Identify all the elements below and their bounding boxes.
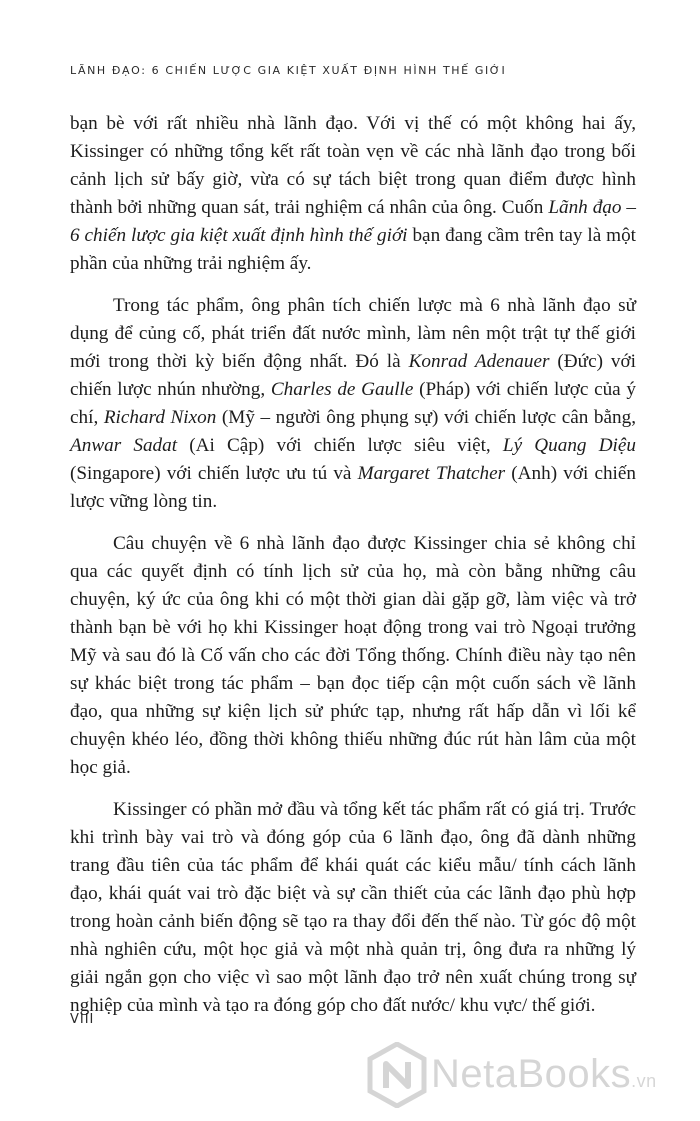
p2-text-3: (Pháp) với chiến lược của ý chí, xyxy=(70,379,636,428)
p2-text-7: (Anh) với chiến lược vững lòng tin. xyxy=(70,463,636,512)
paragraph-3: Câu chuyện về 6 nhà lãnh đạo được Kissinger chia sẻ không chỉ qua các quyết định có tính lịch sử của họ, mà còn bằng những câu chuyện, ký ức của ông khi có một thời gian dài gặp gỡ, làm việc và trở thành bạn bè với họ khi Kissinger hoạt động trong vai trò Ngoại trưởng Mỹ và sau đó là Cố vấn cho các đời Tổng thống. Chính điều này tạo nên sự khác biệt trong tác phẩm – bạn đọc tiếp cận một cuốn sách về lãnh đạo, qua những sự kiện lịch sử phức tạp, nhưng rất hấp dẫn vì lối kể chuyện khéo léo, đồng thời không thiếu những đúc rút hàn lâm của một học giả. xyxy=(70,533,636,778)
p2-text-5: (Ai Cập) với chiến lược siêu việt, xyxy=(177,435,503,456)
p2-text-6: (Singapore) với chiến lược ưu tú và xyxy=(70,463,358,484)
paragraph-1 xyxy=(70,110,636,278)
book-title: Lãnh đạo – 6 chiến lược gia kiệt xuất định hình thế giới xyxy=(70,197,637,246)
leader-name-ly-quang-dieu: Lý Quang Diệu xyxy=(502,435,636,456)
paragraph-1-text-a: bạn bè với rất nhiều nhà lãnh đạo. Với vị thế có một không hai ấy, Kissinger có những tổng kết rất toàn vẹn về các nhà lãnh đạo trong bối cảnh lịch sử bấy giờ, vừa có sự tách biệt trong quan điểm được hình thành bởi những quan sát, trải nghiệm cá nhân của ông. Cuốn xyxy=(70,113,636,218)
p2-text-2: (Đức) với chiến lược nhún nhường, xyxy=(70,351,636,400)
leader-name-nixon: Richard Nixon xyxy=(103,407,217,428)
leader-name-de-gaulle: Charles de Gaulle xyxy=(270,379,414,400)
page-number: VIII xyxy=(70,1012,95,1027)
leader-name-sadat: Anwar Sadat xyxy=(70,435,178,456)
body-text xyxy=(70,110,636,1034)
paragraph-4: Kissinger có phần mở đầu và tổng kết tác phẩm rất có giá trị. Trước khi trình bày vai trò và đóng góp của 6 lãnh đạo, ông đã dành những trang đầu tiên của tác phẩm để khái quát các kiểu mẫu/ tính cách lãnh đạo, khái quát vai trò đặc biệt và sự cần thiết của các lãnh đạo phù hợp trong hoàn cảnh biến động sẽ tạo ra thay đổi đến thế nào. Từ góc độ một nhà nghiên cứu, một học giả và một nhà quản trị, ông đưa ra những lý giải ngắn gọn cho việc vì sao một lãnh đạo trở nên xuất chúng trong sự nghiệp của mình và tạo ra đóng góp cho đất nước/ khu vực/ thế giới. xyxy=(70,799,636,1016)
watermark-suffix: .vn xyxy=(631,1071,657,1091)
watermark-brand xyxy=(431,1052,657,1097)
paragraph-2 xyxy=(70,292,636,516)
paragraph-1-text-b: bạn đang cầm trên tay là một phần của những trải nghiệm ấy. xyxy=(70,225,637,274)
p2-text-4: (Mỹ – người ông phụng sự) với chiến lược cân bằng, xyxy=(216,407,636,428)
watermark xyxy=(363,1038,693,1112)
n-logo-icon xyxy=(367,1042,427,1108)
p2-text-1: Trong tác phẩm, ông phân tích chiến lược mà 6 nhà lãnh đạo sử dụng để củng cố, phát triển đất nước mình, làm nên một trật tự thế giới mới trong thời kỳ biến động nhất. Đó là xyxy=(70,295,636,372)
leader-name-thatcher: Margaret Thatcher xyxy=(357,463,506,484)
leader-name-adenauer: Konrad Adenauer xyxy=(408,351,550,372)
watermark-brand-name: NetaBooks xyxy=(431,1052,632,1096)
running-header: LÃNH ĐẠO: 6 CHIẾN LƯỢC GIA KIỆT XUẤT ĐỊNH HÌNH THẾ GIỚI xyxy=(70,64,507,77)
